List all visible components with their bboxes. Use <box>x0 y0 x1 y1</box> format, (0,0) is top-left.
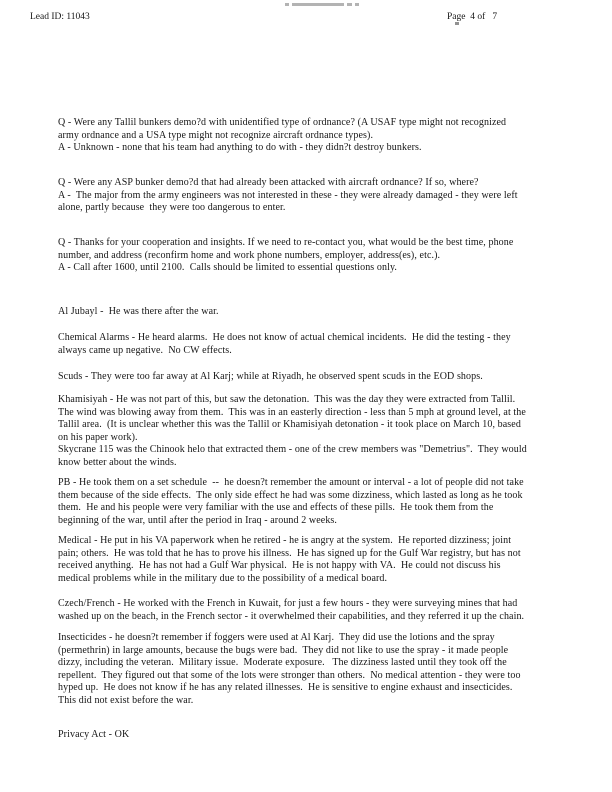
paragraph-al-jubayl <box>58 306 219 319</box>
redaction-segment <box>347 3 352 6</box>
text-line: Medical - He put in his VA paperwork when he retired - he is angry at the system. He reported dizziness; joint <box>58 535 512 546</box>
text-line: washed up on the beach, in the French sector - it overwhelmed their capabilities, and they referred it up the chain. <box>58 610 525 622</box>
text-line: medical problems while in the military due to the possibility of a medical board. <box>58 572 388 584</box>
text-line: Q - Were any ASP bunker demo?d that had already been attacked with aircraft ordnance? If so, where? <box>58 177 479 188</box>
text-line: Khamisiyah - He was not part of this, but saw the detonation. This was the day they were extracted from Tallil. <box>58 394 516 405</box>
lead-id: Lead ID: 11043 <box>30 12 90 22</box>
text-line: Q - Were any Tallil bunkers demo?d with unidentified type of ordnance? (A USAF type might not recognized <box>58 117 507 128</box>
text-line: The wind was blowing away from them. This was in an easterly direction - less than 5 mph at ground level, at the <box>58 406 526 418</box>
paragraph-scuds <box>58 371 483 384</box>
text-line: Scuds - They were too far away at Al Karj; while at Riyadh, he observed spent scuds in the EOD shops. <box>58 371 483 382</box>
text-line: alone, partly because they were too dangerous to enter. <box>58 202 286 213</box>
text-line: Chemical Alarms - He heard alarms. He does not know of actual chemical incidents. He did the testing - they <box>58 332 511 343</box>
text-line: A - Call after 1600, until 2100. Calls should be limited to essential questions only. <box>58 262 398 273</box>
text-line: Tallil area. (It is unclear whether this was the Tallil or Khamisiyah detonation - it took place on March 10, based <box>58 419 521 430</box>
scan-speck <box>455 22 459 25</box>
text-line: (permethrin) in large amounts, because the bugs were bad. They did not like to use the spray - it made people <box>58 644 509 656</box>
paragraph-insecticides <box>58 632 521 707</box>
paragraph-q-tallil-bunkers <box>58 117 506 155</box>
text-line: army ordnance and a USA type might not recognize aircraft ordnance types). <box>58 129 374 141</box>
text-line: Skycrane 115 was the Chinook helo that extracted them - one of the crew members was "Demetrius". They would <box>58 444 527 455</box>
text-line: Al Jubayl - He was there after the war. <box>58 306 219 317</box>
paragraph-q-recontact <box>58 237 513 275</box>
paragraph-khamisiyah <box>58 394 527 469</box>
paragraph-privacy-act <box>58 729 129 742</box>
paragraph-medical <box>58 535 521 585</box>
text-line: A - Unknown - none that his team had anything to do with - they didn?t destroy bunkers. <box>58 142 422 153</box>
paragraph-czech-french <box>58 598 524 623</box>
text-line: PB - He took them on a set schedule -- he doesn?t remember the amount or interval - a lot of people did not take <box>58 477 524 488</box>
page-number: Page 4 of 7 <box>447 12 498 22</box>
text-line: This did not exist before the war. <box>58 694 194 706</box>
text-line: know better about the winds. <box>58 456 177 468</box>
redaction-segment <box>292 3 344 6</box>
text-line: them because of the side effects. The only side effect he had was some dizziness, which lasted as long as he took <box>58 489 523 501</box>
text-line: them. He and his people were very familiar with the use and effects of these pills. He took them from the <box>58 502 494 513</box>
paragraph-chemical-alarms <box>58 332 511 357</box>
paragraph-q-asp-bunkers <box>58 177 518 215</box>
text-line: Privacy Act - OK <box>58 729 130 740</box>
text-line: A - The major from the army engineers was not interested in these - they were already damaged - they were left <box>58 189 518 201</box>
redaction-segment <box>355 3 359 6</box>
text-line: always came up negative. No CW effects. <box>58 344 232 356</box>
text-line: received anything. He has not had a Gulf War physical. He is not happy with VA. He could not discuss his <box>58 560 501 571</box>
text-line: dizzy, including the veteran. Military issue. Moderate exposure. The dizziness lasted until they took off the <box>58 657 507 668</box>
text-line: pain; others. He was told that he has to prove his illness. He has signed up for the Gulf War registry, but has not <box>58 547 521 559</box>
text-line: on his paper work). <box>58 431 138 443</box>
paragraph-pb-pills <box>58 477 524 527</box>
text-line: beginning of the war, until after the period in Iraq - around 2 weeks. <box>58 514 338 526</box>
text-line: Q - Thanks for your cooperation and insights. If we need to re-contact you, what would be the best time, phone <box>58 237 514 248</box>
text-line: Insecticides - he doesn?t remember if foggers were used at Al Karj. They did use the lotions and the spray <box>58 632 495 643</box>
text-line: number, and address (reconfirm home and work phone numbers, employer, address(es), etc.). <box>58 249 441 261</box>
text-line: repellent. They figured out that some of the lots were stronger than others. No medical attention - they were too <box>58 669 521 681</box>
redaction-segment <box>285 3 289 6</box>
text-line: Czech/French - He worked with the French in Kuwait, for just a few hours - they were surveying mines that had <box>58 598 518 609</box>
redaction-mark <box>285 3 359 6</box>
text-line: hyped up. He does not know if he has any related illnesses. He is sensitive to engine exhaust and insecticides. <box>58 682 513 693</box>
